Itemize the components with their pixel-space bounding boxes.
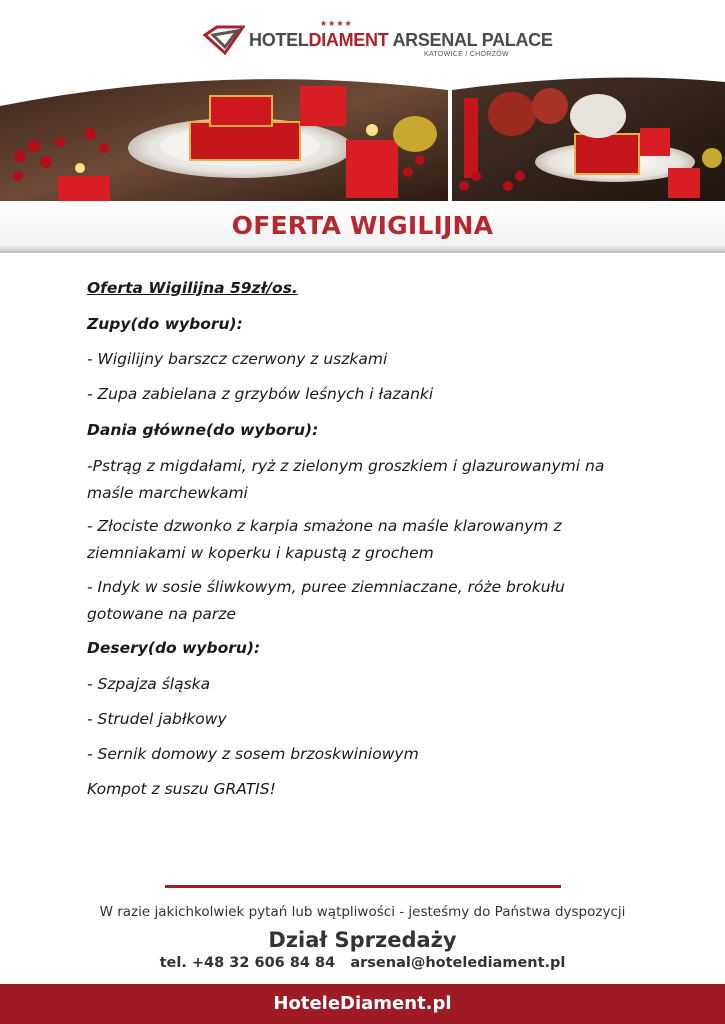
website-link[interactable]: HoteleDiament.pl bbox=[273, 993, 452, 1014]
mains-heading: Dania główne(do wyboru): bbox=[87, 421, 319, 439]
list-item: -Pstrąg z migdałami, ryż z zielonym groszkiem i glazurowanymi na maśle marchewkami bbox=[87, 457, 605, 502]
department-name: Dział Sprzedaży bbox=[268, 928, 457, 952]
christmas-table-photo bbox=[0, 76, 725, 201]
hotel-stars: ★★★★ bbox=[320, 19, 353, 28]
page-title: OFERTA WIGILIJNA bbox=[231, 211, 494, 240]
list-item: - Zupa zabielana z grzybów leśnych i łazanki bbox=[87, 385, 434, 403]
list-item: - Złociste dzwonko z karpia smażone na maśle klarowanym z ziemniakami w koperku i kapustą z grochem bbox=[87, 517, 562, 562]
offer-heading: Oferta Wigilijna 59zł/os. bbox=[87, 279, 298, 297]
list-item: - Szpajza śląska bbox=[87, 675, 211, 693]
list-item: - Wigilijny barszcz czerwony z uszkami bbox=[87, 350, 388, 368]
diamond-logo-icon bbox=[203, 25, 245, 55]
hotel-location: KATOWICE / CHORZÓW bbox=[424, 51, 509, 58]
list-item: - Sernik domowy z sosem brzoskwiniowym bbox=[87, 745, 419, 763]
contact-details: tel. +48 32 606 84 84 arsenal@hotelediament.pl bbox=[159, 955, 566, 971]
header bbox=[0, 0, 725, 78]
list-item: - Indyk w sosie śliwkowym, puree ziemniaczane, róże brokułu gotowane na parze bbox=[87, 578, 565, 623]
extra-note: Kompot z suszu GRATIS! bbox=[87, 780, 276, 798]
soups-heading: Zupy(do wyboru): bbox=[87, 315, 243, 333]
desserts-heading: Desery(do wyboru): bbox=[87, 639, 261, 657]
divider bbox=[165, 885, 561, 888]
list-item: - Strudel jabłkowy bbox=[87, 710, 227, 728]
hotel-name: HOTELDIAMENT ARSENAL PALACE bbox=[249, 30, 553, 50]
contact-note: W razie jakichkolwiek pytań lub wątpliwości - jesteśmy do Państwa dyspozycji bbox=[99, 904, 626, 920]
